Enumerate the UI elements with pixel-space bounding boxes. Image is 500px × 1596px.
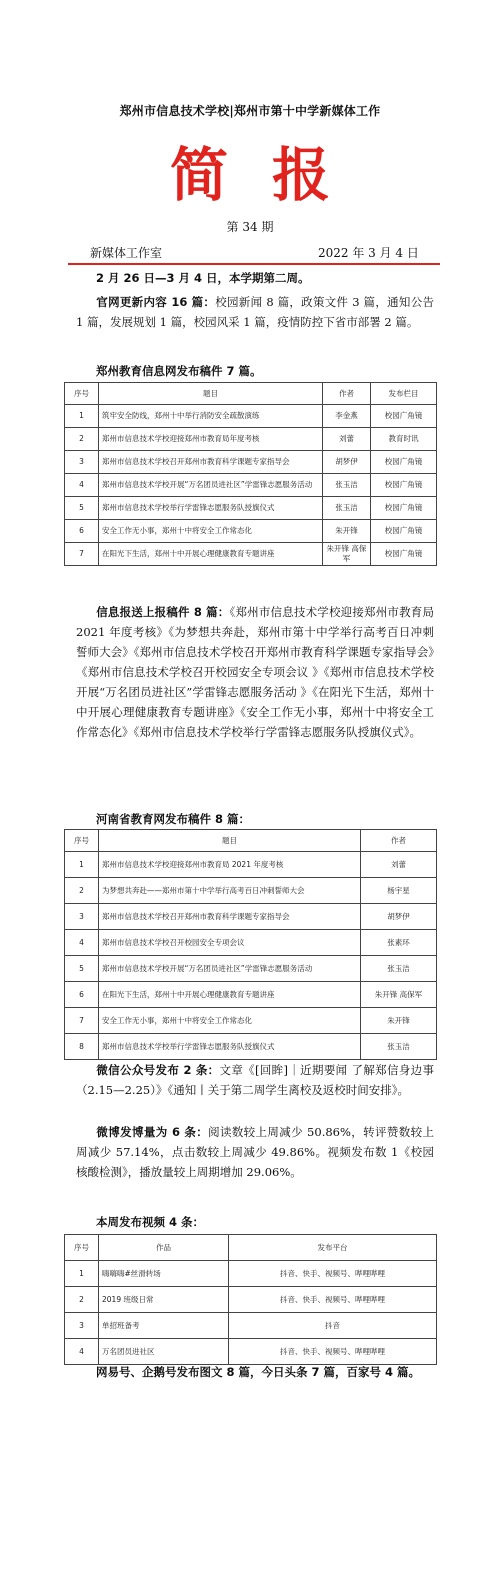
office-name: 新媒体工作室 (90, 246, 163, 260)
cell-author: 胡梦伊 (361, 904, 437, 930)
table-row (65, 878, 437, 904)
info-report-paragraph (76, 602, 434, 742)
table-row (65, 852, 437, 878)
other-platforms-text: 网易号、企鹅号发布图文 8 篇，今日头条 7 篇，百家号 4 篇。 (96, 1365, 421, 1379)
cell-author: 刘蕾 (323, 428, 371, 451)
cell-title: 郑州市信息技术学校举行学雷锋志愿服务队授旗仪式 (99, 497, 323, 520)
henan-edu-table (64, 829, 437, 1060)
cell-title: 郑州市信息技术学校召开校园安全专项会议 (99, 930, 361, 956)
header-cell: 序号 (65, 383, 99, 405)
cell-index: 2 (65, 1287, 99, 1313)
cell-index: 5 (65, 956, 99, 982)
cell-index: 4 (65, 930, 99, 956)
header-cell: 序号 (65, 1235, 99, 1261)
cell-title: 郑州市信息技术学校迎接郑州市教育局 2021 年度考核 (99, 852, 361, 878)
header-cell: 作者 (361, 830, 437, 852)
table-row (65, 904, 437, 930)
cell-author: 朱开锋 (361, 1008, 437, 1034)
cell-column: 教育时讯 (371, 428, 437, 451)
cell-index: 2 (65, 878, 99, 904)
cell-work: 嗨嗨嗨#丝滑转场 (99, 1261, 229, 1287)
weibo-paragraph (76, 1122, 434, 1182)
cell-title: 郑州市信息技术学校召开郑州市教育科学课题专家指导会 (99, 451, 323, 474)
cell-title: 郑州市信息技术学校举行学雷锋志愿服务队授旗仪式 (99, 1034, 361, 1060)
cell-author: 杨宇星 (361, 878, 437, 904)
cell-column: 校园广角镜 (371, 474, 437, 497)
table-row (65, 451, 437, 474)
header-cell: 发布栏目 (371, 383, 437, 405)
cell-title: 筑牢安全防线，郑州十中举行消防安全疏散演练 (99, 405, 323, 428)
cell-index: 4 (65, 474, 99, 497)
cell-index: 4 (65, 1339, 99, 1365)
cell-author: 朱开锋 高保军 (323, 543, 371, 566)
site-update-paragraph (76, 292, 434, 332)
issue-number: 第 34 期 (226, 220, 274, 234)
cell-title: 安全工作无小事，郑州十中将安全工作常态化 (99, 520, 323, 543)
cell-author: 张素环 (361, 930, 437, 956)
cell-column: 校园广角镜 (371, 520, 437, 543)
henan-edu-header-row (65, 830, 437, 852)
cell-index: 8 (65, 1034, 99, 1060)
week-summary (96, 268, 454, 288)
cell-platform: 抖音、快手、视频号、哔哩哔哩 (229, 1261, 437, 1287)
cell-column: 校园广角镜 (371, 543, 437, 566)
cell-platform: 抖音、快手、视频号、哔哩哔哩 (229, 1287, 437, 1313)
cell-author: 朱开锋 高保军 (361, 982, 437, 1008)
cell-work: 万名团员进社区 (99, 1339, 229, 1365)
cell-column: 校园广角镜 (371, 405, 437, 428)
other-platforms-paragraph (76, 1362, 434, 1382)
weibo-body: 阅读数较上周减少 50.86%，转评赞数较上周减少 57.14%，点击数较上周减少 49.86%。视频发布数 1《校园核酸检测》，播放量较上周期增加 29.06%。 (76, 1125, 434, 1179)
weibo-lead: 微博发博量为 6 条： (96, 1125, 209, 1139)
cell-index: 3 (65, 451, 99, 474)
site-update-lead: 官网更新内容 16 篇： (96, 295, 216, 309)
cell-author: 张玉洁 (361, 956, 437, 982)
cell-index: 6 (65, 982, 99, 1008)
cell-work: 单招班备考 (99, 1313, 229, 1339)
header-cell: 作品 (99, 1235, 229, 1261)
cell-author: 李金燕 (323, 405, 371, 428)
table-row (65, 1339, 437, 1365)
wechat-lead: 微信公众号发布 2 条： (96, 1063, 220, 1077)
cell-title: 郑州市信息技术学校开展“万名团员进社区”学雷锋志愿服务活动 (99, 956, 361, 982)
table-row (65, 982, 437, 1008)
zz-edu-heading: 郑州教育信息网发布稿件 7 篇。 (96, 364, 262, 378)
cell-title: 安全工作无小事，郑州十中将安全工作常态化 (99, 1008, 361, 1034)
cell-author: 刘蕾 (361, 852, 437, 878)
zz-edu-header-row (65, 383, 437, 405)
table-row (65, 543, 437, 566)
cell-author: 张玉洁 (361, 1034, 437, 1060)
videos-table (64, 1234, 437, 1365)
wechat-body: 文章《[回眸]｜近期要闻 了解郑信身边事（2.15—2.25）》《通知丨关于第二周学生离校及返校时间安排》。 (76, 1063, 434, 1097)
cell-index: 1 (65, 852, 99, 878)
cell-column: 校园广角镜 (371, 497, 437, 520)
cell-title: 在阳光下生活，郑州十中开展心理健康教育专题讲座 (99, 982, 361, 1008)
cell-title: 郑州市信息技术学校开展“万名团员进社区”学雷锋志愿服务活动 (99, 474, 323, 497)
info-report-body: 《郑州市信息技术学校迎接郑州市教育局 2021 年度考核》《为梦想共奔赴，郑州市第十中学举行高考百日冲刺誓师大会》《郑州市信息技术学校召开郑州市教育科学课题专家指导会》《郑州市信息技术学校召开校园安全专项会议 》《郑州市信息技术学校开展“万名团员进社区”学雷锋志愿服务活动 》《在阳光下生活，郑州十中开展心理健康教育专题讲座》《安全工作无小事，郑州十中将安全工作常态化》《郑州市信息技术学校举行学雷锋志愿服务队授旗仪式》。 (76, 605, 434, 739)
table-row (65, 1287, 437, 1313)
cell-index: 1 (65, 1261, 99, 1287)
cell-title: 郑州市信息技术学校迎接郑州市教育局年度考核 (99, 428, 323, 451)
table-row (65, 474, 437, 497)
cell-title: 在阳光下生活，郑州十中开展心理健康教育专题讲座 (99, 543, 323, 566)
table-row (65, 1261, 437, 1287)
cell-index: 3 (65, 1313, 99, 1339)
red-divider (68, 263, 440, 265)
masthead-title: 简报 (169, 141, 374, 209)
henan-edu-heading: 河南省教育网发布稿件 8 篇： (96, 812, 251, 826)
cell-platform: 抖音 (229, 1313, 437, 1339)
table-row (65, 1313, 437, 1339)
zz-edu-table (64, 382, 437, 566)
cell-author: 张玉洁 (323, 497, 371, 520)
cell-index: 1 (65, 405, 99, 428)
table-row (65, 1034, 437, 1060)
cell-index: 6 (65, 520, 99, 543)
header-cell: 题目 (99, 383, 323, 405)
table-row (65, 520, 437, 543)
site-update-body: 校园新闻 8 篇，政策文件 3 篇，通知公告 1 篇，发展规划 1 篇，校园风采 1 篇，疫情防控下省市部署 2 篇。 (76, 295, 434, 329)
info-report-lead: 信息报送上报稿件 8 篇： (96, 605, 230, 619)
table-row (65, 405, 437, 428)
cell-index: 7 (65, 1008, 99, 1034)
cell-work: 2019 班级日常 (99, 1287, 229, 1313)
cell-index: 5 (65, 497, 99, 520)
header-cell: 发布平台 (229, 1235, 437, 1261)
videos-header-row (65, 1235, 437, 1261)
header-cell: 题目 (99, 830, 361, 852)
table-row (65, 930, 437, 956)
week-summary-text: 2 月 26 日—3 月 4 日，本学期第二周。 (96, 271, 310, 285)
cell-index: 7 (65, 543, 99, 566)
cell-author: 胡梦伊 (323, 451, 371, 474)
cell-author: 张玉洁 (323, 474, 371, 497)
header-cell: 作者 (323, 383, 371, 405)
videos-heading: 本周发布视频 4 条： (96, 1215, 205, 1229)
table-row (65, 428, 437, 451)
cell-column: 校园广角镜 (371, 451, 437, 474)
cell-index: 3 (65, 904, 99, 930)
table-row (65, 497, 437, 520)
organization-line: 郑州市信息技术学校|郑州市第十中学新媒体工作 (119, 104, 381, 118)
cell-platform: 抖音、快手、视频号、哔哩哔哩 (229, 1339, 437, 1365)
header-cell: 序号 (65, 830, 99, 852)
wechat-paragraph (76, 1060, 434, 1100)
table-row (65, 1008, 437, 1034)
issue-date: 2022 年 3 月 4 日 (318, 246, 419, 260)
cell-index: 2 (65, 428, 99, 451)
table-row (65, 956, 437, 982)
cell-title: 为梦想共奔赴——郑州市第十中学举行高考百日冲刺誓师大会 (99, 878, 361, 904)
cell-title: 郑州市信息技术学校召开郑州市教育科学课题专家指导会 (99, 904, 361, 930)
cell-author: 朱开锋 (323, 520, 371, 543)
